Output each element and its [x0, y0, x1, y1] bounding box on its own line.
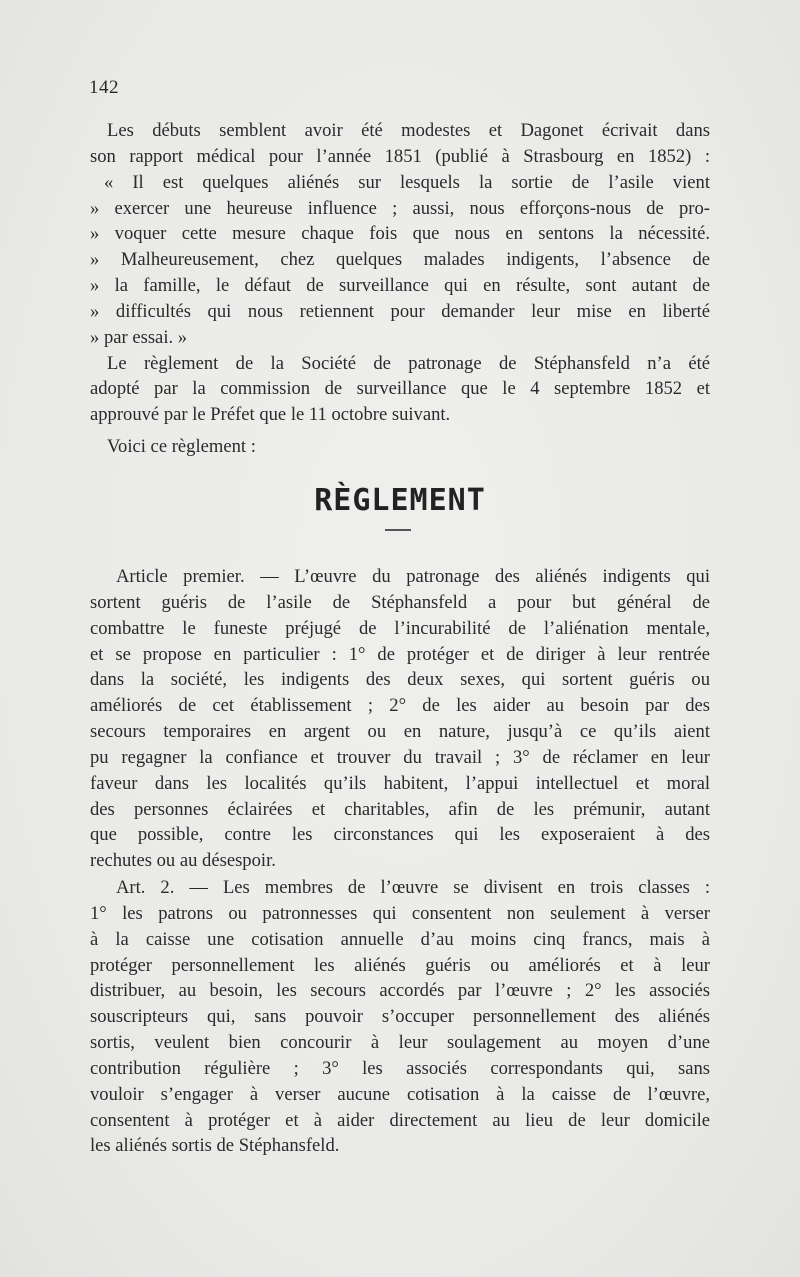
text-line: secours temporaires en argent ou en nature, jusqu’à ce qu’ils aient — [90, 721, 710, 743]
text-line: Le règlement de la Société de patronage de Stéphansfeld n’a été — [107, 352, 710, 374]
text-line: dans la société, les indigents des deux sexes, qui sortent guéris ou — [90, 669, 710, 691]
text-line: vouloir s’engager à verser aucune cotisation à la caisse de l’œuvre, — [90, 1083, 710, 1105]
text-line: Voici ce règlement : — [107, 436, 256, 458]
article-1 — [90, 564, 710, 874]
text-line: et se propose en particulier : 1° de protéger et de diriger à leur rentrée — [90, 643, 710, 665]
text-line: contribution régulière ; 3° les associés correspondants qui, sans — [90, 1057, 710, 1079]
text-line: améliorés de cet établissement ; 2° de les aider au besoin par des — [90, 695, 710, 717]
text-line: 1° les patrons ou patronnesses qui consentent non seulement à verser — [90, 902, 710, 924]
text-line: adopté par la commission de surveillance que le 4 septembre 1852 et — [90, 378, 710, 400]
text-line: Art. 2. — Les membres de l’œuvre se divisent en trois classes : — [116, 877, 710, 898]
intro-paragraph — [90, 118, 710, 460]
heading-separator — [385, 529, 411, 531]
text-line: » exercer une heureuse influence ; aussi, nous efforçons-nous de pro- — [90, 197, 710, 219]
text-line: que possible, contre les circonstances qui les exposeraient à des — [90, 824, 710, 846]
text-line: « Il est quelques aliénés sur lesquels la sortie de l’asile vient — [104, 171, 710, 193]
text-line: approuvé par le Préfet que le 11 octobre suivant. — [90, 404, 451, 426]
text-line: sortent guéris de l’asile de Stéphansfeld a pour but général de — [90, 591, 710, 613]
text-line: rechutes ou au désespoir. — [90, 850, 276, 872]
text-line: Les débuts semblent avoir été modestes et Dagonet écrivait dans — [107, 120, 710, 141]
section-heading: RÈGLEMENT — [314, 483, 486, 518]
text-line: des personnes éclairées et charitables, afin de les prémunir, autant — [90, 798, 710, 820]
text-line: protéger personnellement les aliénés guéris ou améliorés et à leur — [90, 954, 710, 976]
text-line: combattre le funeste préjugé de l’incurabilité de l’aliénation mentale, — [90, 617, 710, 639]
text-line: » difficultés qui nous retiennent pour demander leur mise en liberté — [90, 300, 710, 322]
text-line: » voquer cette mesure chaque fois que nous en sentons la nécessité. — [90, 223, 710, 245]
text-line: » par essai. » — [90, 326, 188, 348]
text-line: souscripteurs qui, sans pouvoir s’occuper personnellement des aliénés — [90, 1006, 710, 1028]
page-number: 142 — [89, 77, 119, 98]
text-line: sortis, veulent bien concourir à leur soulagement au moyen d’une — [90, 1032, 710, 1054]
text-line: son rapport médical pour l’année 1851 (publié à Strasbourg en 1852) : — [90, 145, 710, 167]
text-line: à la caisse une cotisation annuelle d’au moins cinq francs, mais à — [90, 928, 710, 950]
text-line: pu regagner la confiance et trouver du travail ; 3° de réclamer en leur — [90, 746, 710, 768]
text-line: » Malheureusement, chez quelques malades indigents, l’absence de — [90, 249, 710, 271]
text-line: les aliénés sortis de Stéphansfeld. — [90, 1135, 340, 1157]
text-line: » la famille, le défaut de surveillance qui en résulte, sont autant de — [90, 275, 710, 297]
text-line: distribuer, au besoin, les secours accordés par l’œuvre ; 2° les associés — [90, 980, 710, 1002]
article-2 — [90, 875, 710, 1159]
text-line: consentent à protéger et à aider directement au lieu de leur domicile — [90, 1109, 710, 1131]
text-line: faveur dans les localités qu’ils habitent, l’appui intellectuel et moral — [90, 772, 710, 794]
text-line: Article premier. — L’œuvre du patronage des aliénés indigents qui — [116, 566, 710, 587]
